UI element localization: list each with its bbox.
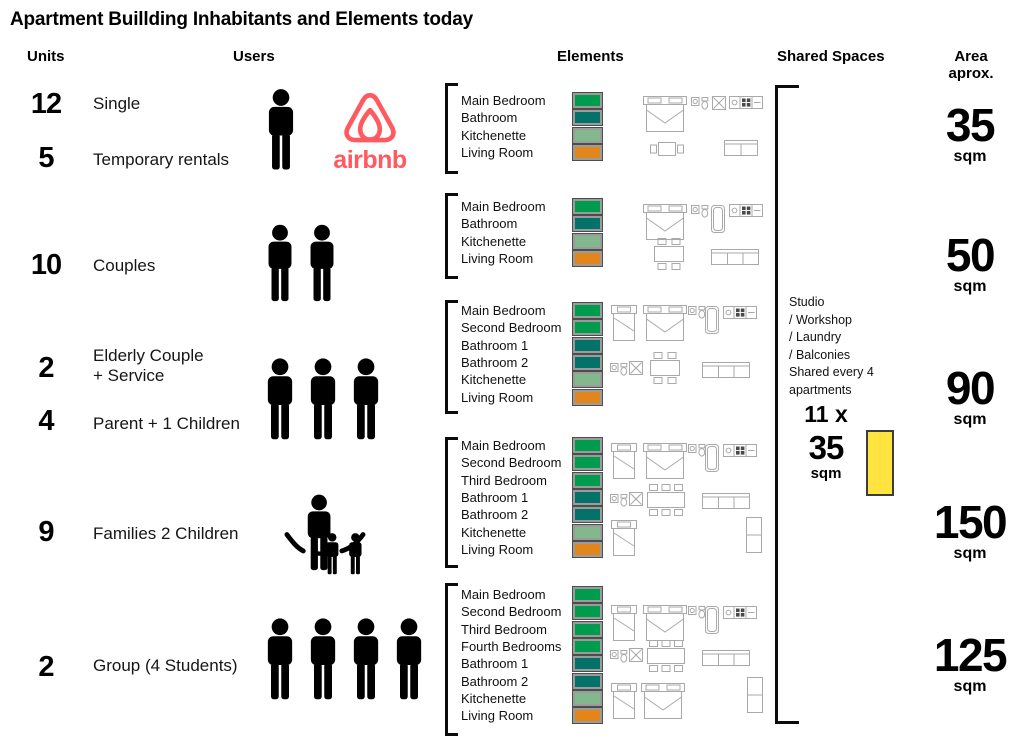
element-color-swatch [573, 338, 602, 353]
element-item [461, 472, 602, 489]
users-pictogram-couple [263, 223, 339, 307]
column-header-units: Units [27, 48, 65, 65]
person-icon [305, 616, 341, 706]
element-color-swatch [573, 674, 602, 689]
element-item [461, 673, 602, 690]
units-count: 2 [38, 651, 54, 683]
area-block [928, 229, 1012, 295]
elements-bracket [445, 300, 458, 414]
sofa-icon [711, 249, 759, 265]
element-item [461, 371, 602, 388]
elements-bracket [445, 437, 458, 568]
element-color-swatch [573, 234, 602, 249]
units-count: 10 [30, 249, 62, 281]
users-pictogram-three-adults [262, 356, 384, 446]
element-label: Bathroom [461, 110, 518, 126]
area-block [928, 496, 1012, 562]
sink-toilet-icon [610, 650, 628, 663]
element-label: Fourth Bedrooms [461, 639, 562, 655]
units-label-line: + Service [93, 366, 165, 385]
element-item [461, 302, 602, 319]
element-label: Main Bedroom [461, 199, 546, 215]
area-block [928, 629, 1012, 695]
kitchen-unit-icon [723, 444, 757, 457]
shared-spaces-description [789, 294, 874, 399]
elements-bracket [445, 583, 458, 736]
shared-spaces-multiplier: 11 x [804, 401, 848, 427]
element-label: Bathroom 1 [461, 337, 529, 353]
element-color-swatch [573, 199, 602, 214]
column-header-shared-spaces: Shared Spaces [777, 48, 885, 65]
element-color-swatch [573, 320, 602, 335]
element-label: Kitchenette [461, 691, 527, 707]
element-color-swatch [573, 355, 602, 370]
element-item [461, 319, 602, 336]
element-item [461, 144, 602, 161]
column-header-area [936, 48, 1006, 82]
person-icon [348, 356, 384, 446]
element-item [461, 389, 602, 406]
element-label: Living Room [461, 542, 534, 558]
element-item [461, 603, 602, 620]
elements-list [461, 198, 602, 267]
element-color-swatch [573, 525, 602, 540]
person-icon [262, 616, 298, 706]
double-bed-icon [643, 605, 687, 641]
kitchen-unit-icon [729, 96, 763, 109]
element-item [461, 621, 602, 638]
element-label: Third Bedroom [461, 621, 547, 637]
element-item [461, 707, 602, 724]
single-bed-icon [611, 520, 637, 556]
double-bed-icon [643, 96, 687, 132]
element-item [461, 109, 602, 126]
elements-list [461, 92, 602, 161]
sofa-icon [702, 493, 750, 509]
element-color-swatch [573, 303, 602, 318]
element-color-swatch [573, 604, 602, 619]
double-bed-icon [643, 443, 687, 479]
elements-bracket [445, 83, 458, 174]
element-item [461, 506, 602, 523]
area-unit: sqm [953, 545, 987, 562]
sofa-icon [702, 650, 750, 666]
shared-spaces-unit-size-label: sqm [810, 465, 842, 482]
element-label: Main Bedroom [461, 587, 546, 603]
elements-list [461, 302, 602, 406]
shared-spaces-description-line: apartments [789, 382, 852, 397]
element-item [461, 198, 602, 215]
users-pictogram-four-students [262, 616, 427, 706]
double-bed-icon [643, 305, 687, 341]
bathtub-icon [705, 444, 719, 472]
element-label: Third Bedroom [461, 472, 547, 488]
element-color-swatch [573, 455, 602, 470]
element-item [461, 638, 602, 655]
element-color-swatch [573, 507, 602, 522]
element-item [461, 127, 602, 144]
element-color-swatch [573, 438, 602, 453]
users-pictogram-family [257, 492, 392, 584]
person-icon [305, 223, 339, 307]
element-color-swatch [573, 490, 602, 505]
bathtub-icon [711, 205, 725, 233]
dining-table-icon [648, 352, 682, 384]
element-item [461, 655, 602, 672]
element-color-swatch [573, 251, 602, 266]
element-item [461, 524, 602, 541]
sofa-icon [724, 140, 758, 156]
shared-spaces-unit-size: 35 [808, 429, 844, 466]
area-unit: sqm [953, 411, 987, 428]
airbnb-logo-icon [342, 91, 398, 153]
element-label: Kitchenette [461, 233, 527, 249]
element-label: Kitchenette [461, 127, 527, 143]
sink-toilet-icon [688, 444, 706, 457]
area-value: 150 [933, 496, 1007, 548]
units-label: Temporary rentals [93, 150, 230, 169]
sink-toilet-icon [610, 494, 628, 507]
units-label: Couples [93, 256, 156, 275]
element-color-swatch [573, 110, 602, 125]
area-unit: sqm [953, 278, 987, 295]
elements-list [461, 586, 602, 725]
person-icon [305, 356, 341, 446]
units-label-line: Elderly Couple [93, 346, 204, 365]
shared-spaces-description-line: / Workshop [789, 312, 852, 327]
person-icon [263, 89, 299, 174]
column-header-users: Users [233, 48, 275, 65]
column-header-area-line2: aprox. [948, 65, 994, 82]
element-label: Bathroom 2 [461, 507, 529, 523]
elements-bracket [445, 193, 458, 279]
person-icon [348, 616, 384, 706]
element-color-swatch [573, 691, 602, 706]
element-color-swatch [573, 587, 602, 602]
kitchen-unit-icon [723, 606, 757, 619]
single-bed-icon [611, 305, 637, 341]
cabinet-icon [747, 677, 763, 713]
bathtub-icon [705, 606, 719, 634]
element-label: Second Bedroom [461, 320, 562, 336]
element-label: Second Bedroom [461, 455, 562, 471]
element-item [461, 250, 602, 267]
kitchen-unit-icon [723, 306, 757, 319]
bathtub-icon [705, 306, 719, 334]
area-block [928, 99, 1012, 165]
element-label: Bathroom 1 [461, 656, 529, 672]
units-count: 4 [38, 405, 54, 437]
area-value: 90 [945, 362, 995, 414]
element-label: Second Bedroom [461, 604, 562, 620]
units-label: Families 2 Children [93, 524, 239, 543]
units-label: Single [93, 94, 141, 113]
element-item [461, 690, 602, 707]
area-value: 125 [933, 629, 1007, 681]
element-label: Living Room [461, 251, 534, 267]
person-icon [391, 616, 427, 706]
double-bed-icon [643, 204, 687, 240]
area-unit: sqm [953, 148, 987, 165]
shared-spaces-description-line: / Balconies [789, 347, 851, 362]
area-value: 50 [945, 229, 995, 281]
element-label: Bathroom 2 [461, 673, 529, 689]
elements-list [461, 437, 602, 558]
units-label [93, 346, 204, 386]
element-label: Kitchenette [461, 524, 527, 540]
element-label: Living Room [461, 389, 534, 405]
single-bed-icon [611, 443, 637, 479]
person-icon [263, 223, 297, 307]
element-color-swatch [573, 542, 602, 557]
element-item [461, 92, 602, 109]
kitchen-unit-icon [729, 204, 763, 217]
shower-icon [629, 648, 643, 662]
element-color-swatch [573, 145, 602, 160]
element-item [461, 454, 602, 471]
element-color-swatch [573, 473, 602, 488]
page-title: Apartment Buillding Inhabitants and Elements today [10, 9, 473, 30]
element-color-swatch [573, 216, 602, 231]
shower-icon [712, 96, 726, 110]
element-color-swatch [573, 639, 602, 654]
sink-toilet-icon [691, 97, 709, 110]
sofa-icon [702, 362, 750, 378]
element-label: Bathroom 2 [461, 355, 529, 371]
single-bed-icon [611, 605, 637, 641]
element-item [461, 541, 602, 558]
element-color-swatch [573, 656, 602, 671]
dining-table-icon [645, 484, 687, 516]
element-label: Main Bedroom [461, 303, 546, 319]
element-label: Main Bedroom [461, 438, 546, 454]
units-label: Group (4 Students) [93, 656, 238, 675]
shower-icon [629, 492, 643, 506]
element-item [461, 354, 602, 371]
area-block [928, 362, 1012, 428]
element-color-swatch [573, 128, 602, 143]
shared-spaces-description-line: Shared every 4 [789, 365, 874, 379]
element-item [461, 489, 602, 506]
element-label: Bathroom 1 [461, 490, 529, 506]
element-color-swatch [573, 93, 602, 108]
element-color-swatch [573, 708, 602, 723]
area-value: 35 [945, 99, 995, 151]
dining-table-icon [652, 238, 686, 270]
element-color-swatch [573, 372, 602, 387]
element-item [461, 586, 602, 603]
units-count: 9 [38, 516, 54, 548]
element-label: Living Room [461, 708, 534, 724]
single-bed-icon [611, 683, 637, 719]
element-label: Main Bedroom [461, 93, 546, 109]
units-count: 12 [30, 88, 62, 120]
element-label: Bathroom [461, 216, 518, 232]
dining-table-icon [645, 640, 687, 672]
element-label: Living Room [461, 145, 534, 161]
sink-toilet-icon [688, 606, 706, 619]
element-item [461, 437, 602, 454]
shared-spaces-description-line: Studio [789, 295, 825, 309]
element-item [461, 337, 602, 354]
column-header-area-line1: Area [954, 48, 988, 65]
cabinet-icon [746, 517, 762, 553]
element-item [461, 233, 602, 250]
shared-unit-swatch [866, 430, 894, 496]
element-item [461, 215, 602, 232]
airbnb-wordmark: airbnb [333, 146, 407, 174]
small-table-icon [650, 140, 684, 158]
users-pictogram-single [263, 89, 299, 174]
units-count: 5 [38, 142, 54, 174]
element-label: Kitchenette [461, 372, 527, 388]
person-icon [262, 356, 298, 446]
shared-spaces-description-line: / Laundry [789, 330, 842, 344]
sink-toilet-icon [691, 205, 709, 218]
family-icon [257, 492, 392, 579]
units-label: Parent + 1 Children [93, 414, 240, 433]
sink-toilet-icon [688, 306, 706, 319]
area-unit: sqm [953, 678, 987, 695]
sink-toilet-icon [610, 363, 628, 376]
element-color-swatch [573, 622, 602, 637]
element-color-swatch [573, 390, 602, 405]
column-header-elements: Elements [557, 48, 624, 65]
shower-icon [629, 361, 643, 375]
units-count: 2 [38, 352, 54, 384]
double-bed-icon [641, 683, 685, 719]
